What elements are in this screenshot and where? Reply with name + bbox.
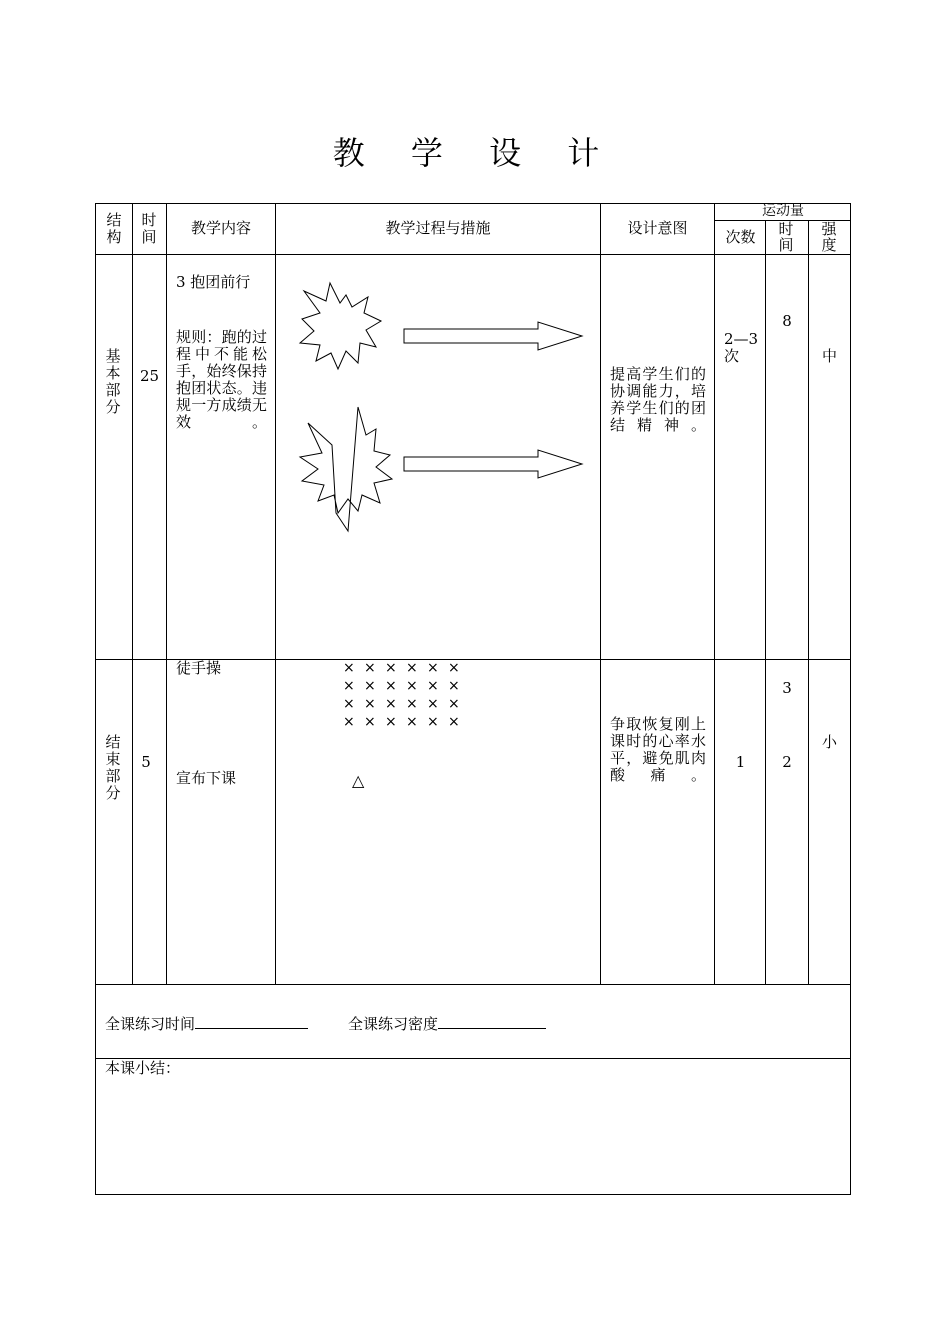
practice-time-label: 全课练习时间 <box>105 1015 196 1033</box>
row1-content-title: 3 抱团前行 <box>176 273 251 291</box>
row1-section: 基本部分 <box>105 347 121 416</box>
col-divider-7 <box>808 220 809 985</box>
row2-intensity: 小 <box>821 733 837 751</box>
row1-load-time: 8 <box>782 312 792 330</box>
row1-intensity: 中 <box>821 347 837 365</box>
student-mark: × <box>364 678 376 694</box>
teacher-marker: △ <box>352 771 365 790</box>
practice-density-blank <box>438 1014 546 1029</box>
practice-time-blank <box>195 1014 308 1029</box>
header-content: 教学内容 <box>190 219 251 237</box>
student-mark: × <box>385 696 397 712</box>
starburst-group-2 <box>300 407 392 531</box>
arrow-1 <box>404 322 582 350</box>
row1-content-rules: 规则：跑的过程中不能松手，始终保持抱团状态。违规一方成绩无效。 <box>176 328 267 431</box>
starburst-group-1 <box>300 283 381 369</box>
practice-density-field <box>348 1014 546 1033</box>
student-mark: × <box>385 714 397 730</box>
table-footer-divider <box>95 1058 851 1059</box>
header-structure: 结构 <box>106 211 122 246</box>
row1-count: 2—3次 <box>724 330 759 365</box>
col-divider-2 <box>166 203 167 985</box>
student-mark: × <box>427 678 439 694</box>
row2-count: 1 <box>735 753 746 771</box>
student-mark: × <box>448 696 460 712</box>
practice-time-field <box>105 1014 308 1033</box>
student-mark: × <box>448 678 460 694</box>
student-formation <box>343 660 473 736</box>
row2-intent: 争取恢复刚上课时的心率水平，避免肌肉酸痛。 <box>610 715 706 784</box>
student-mark: × <box>427 660 439 676</box>
table-border-left <box>95 203 96 1195</box>
student-mark: × <box>385 660 397 676</box>
student-mark: × <box>364 660 376 676</box>
student-mark: × <box>406 678 418 694</box>
table-border-bottom <box>95 1194 851 1195</box>
arrow-2 <box>404 450 582 478</box>
col-divider-6 <box>765 220 766 985</box>
student-mark: × <box>385 678 397 694</box>
col-divider-4 <box>600 203 601 985</box>
row2-section: 结束部分 <box>105 733 121 802</box>
student-mark: × <box>427 714 439 730</box>
row2-load-time-2: 2 <box>782 753 792 771</box>
student-mark: × <box>448 714 460 730</box>
student-mark: × <box>406 660 418 676</box>
student-mark: × <box>406 714 418 730</box>
header-load-time: 时间 <box>778 220 794 254</box>
student-mark: × <box>343 660 355 676</box>
row1-diagram <box>276 255 600 659</box>
row2-load-time-1: 3 <box>782 679 792 697</box>
summary-label: 本课小结： <box>105 1059 181 1077</box>
row2-content-second: 宣布下课 <box>176 769 237 787</box>
student-mark: × <box>343 714 355 730</box>
row1-time: 25 <box>139 367 160 385</box>
student-mark: × <box>427 696 439 712</box>
header-intensity: 强度 <box>821 220 837 254</box>
col-divider-1 <box>132 203 133 985</box>
student-mark: × <box>364 696 376 712</box>
col-divider-5 <box>714 203 715 985</box>
header-process: 教学过程与措施 <box>385 219 491 237</box>
header-intent: 设计意图 <box>627 219 688 237</box>
student-mark: × <box>448 660 460 676</box>
table-row2-bottom <box>95 984 851 985</box>
student-mark: × <box>364 714 376 730</box>
row1-intent: 提高学生们的协调能力，培养学生们的团结精神。 <box>610 365 706 434</box>
row2-content-title: 徒手操 <box>176 659 222 677</box>
row2-time: 5 <box>141 753 151 771</box>
student-mark: × <box>343 678 355 694</box>
header-count: 次数 <box>725 228 756 246</box>
practice-density-label: 全课练习密度 <box>348 1015 439 1033</box>
header-time: 时间 <box>141 211 157 246</box>
page-title: 教 学 设 计 <box>332 134 618 172</box>
student-mark: × <box>406 696 418 712</box>
header-exercise-load: 运动量 <box>762 203 804 219</box>
student-mark: × <box>343 696 355 712</box>
